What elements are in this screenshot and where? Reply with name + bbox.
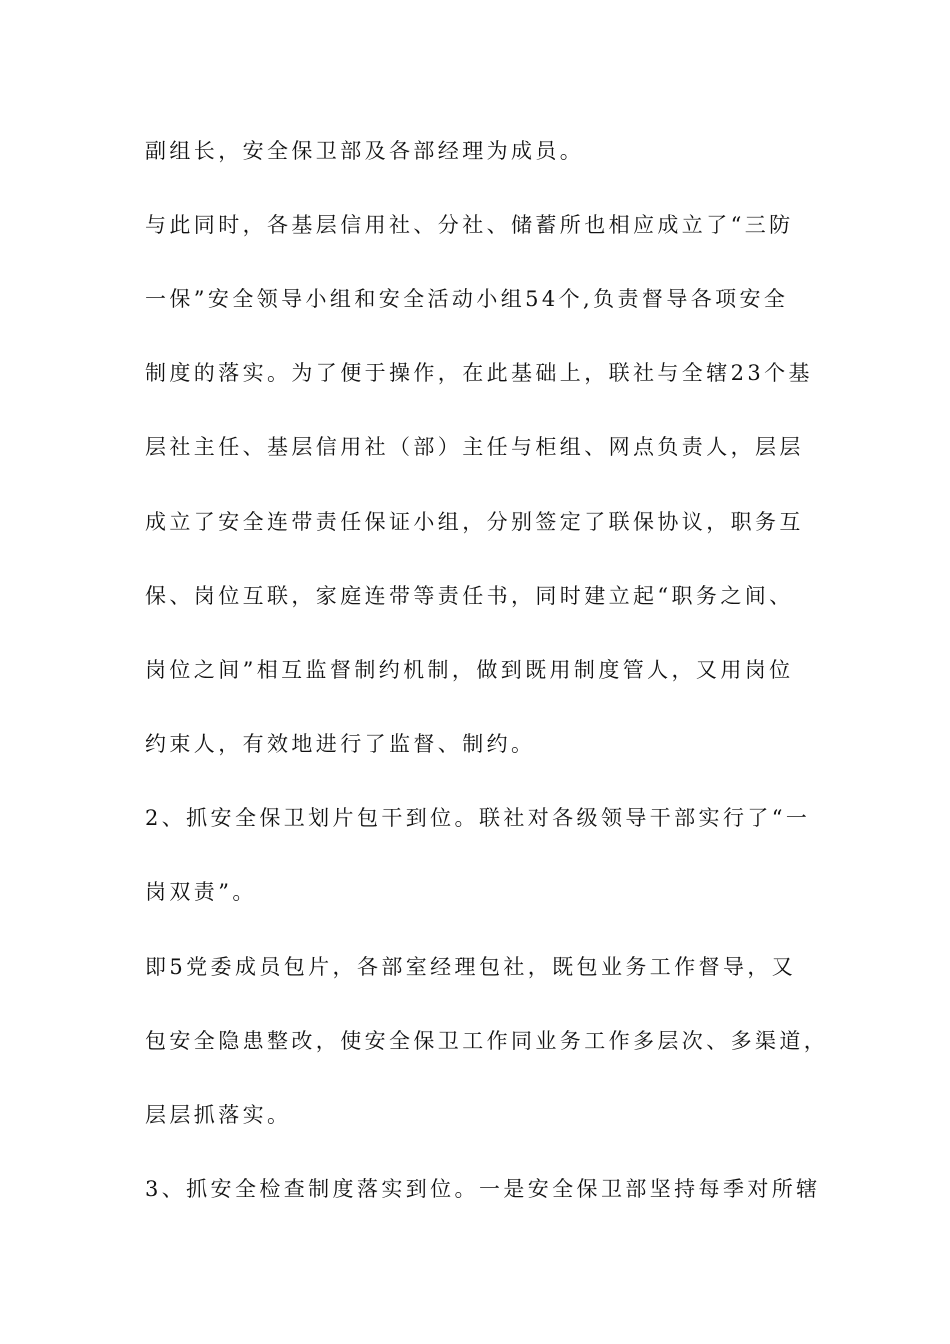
text-line: 与此同时，各基层信用社、分社、储蓄所也相应成立了“三防 [145,213,794,237]
text-line: 层社主任、基层信用社（部）主任与柜组、网点负责人，层层 [145,435,804,459]
text-line: 2、抓安全保卫划片包干到位。联社对各级领导干部实行了“一 [145,806,811,830]
text-line: 约束人，有效地进行了监督、制约。 [145,732,536,756]
text-line: 副组长，安全保卫部及各部经理为成员。 [145,139,585,163]
text-line: 制度的落实。为了便于操作，在此基础上，联社与全辖23个基 [145,361,813,385]
text-line: 3、抓安全检查制度落实到位。一是安全保卫部坚持每季对所辖 [145,1177,821,1201]
text-line: 层层抓落实。 [145,1103,292,1127]
text-line: 岗双责”。 [145,880,257,904]
text-line: 一保”安全领导小组和安全活动小组54个,负责督导各项安全 [145,287,789,311]
text-line: 保、岗位互联，家庭连带等责任书，同时建立起“职务之间、 [145,584,794,608]
text-line: 即5党委成员包片，各部室经理包社，既包业务工作督导，又 [145,955,797,979]
text-line: 包安全隐患整改，使安全保卫工作同业务工作多层次、多渠道， [145,1029,829,1053]
text-line: 成立了安全连带责任保证小组，分别签定了联保协议，职务互 [145,510,804,534]
text-line: 岗位之间”相互监督制约机制，做到既用制度管人，又用岗位 [145,658,794,682]
